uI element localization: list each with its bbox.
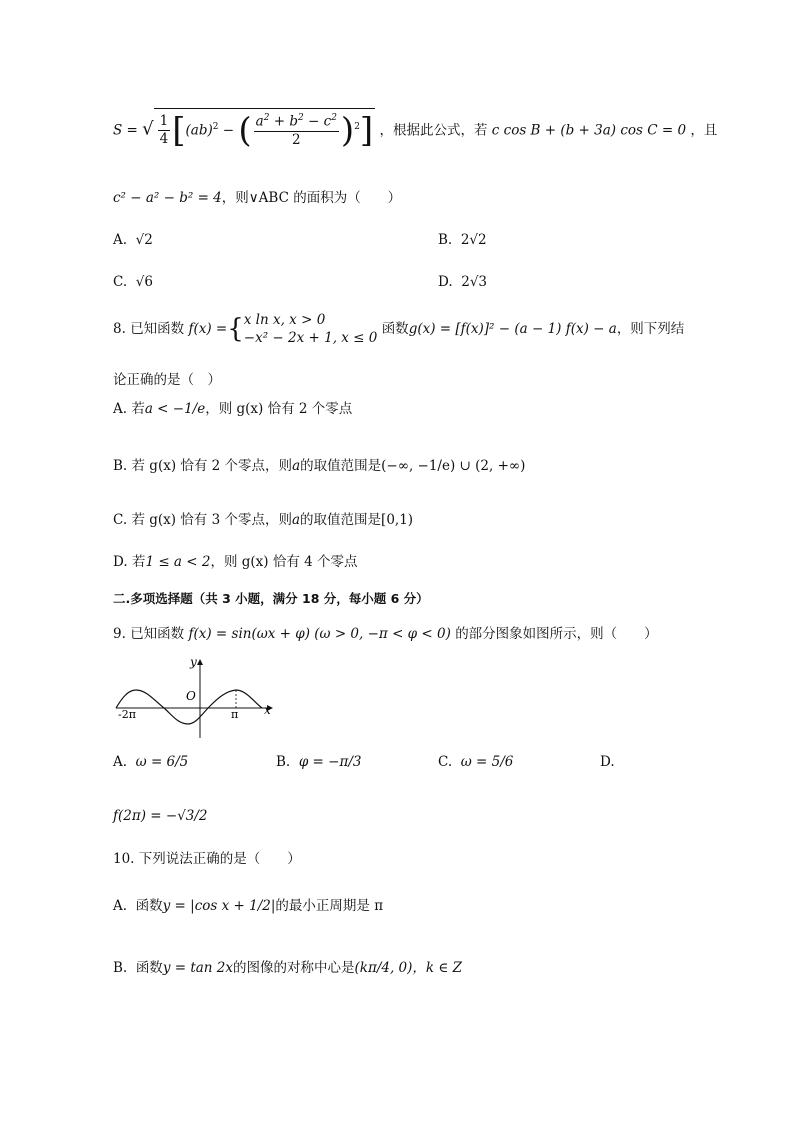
option-post: ，则 g(x) 恰有 4 个零点 (210, 554, 358, 570)
q9-option-c[interactable] (438, 754, 513, 770)
q7-line2-eq: c² − a² − b² = 4 (113, 190, 222, 206)
q8-option-b[interactable] (113, 460, 525, 474)
q10-stem (113, 853, 301, 867)
option-label: A. (113, 898, 128, 914)
option-expr: y = |cos x + 1/2| (162, 898, 276, 914)
q9-option-a[interactable] (113, 754, 188, 770)
option-label: A. (113, 401, 128, 417)
q9-option-d-label[interactable]: D. (600, 754, 615, 770)
option-value: 2√3 (461, 274, 488, 290)
q8-option-d[interactable] (113, 556, 358, 570)
q8-stem-line1: 8. 已知函数 f(x) ={ x ln x, x > 0 −x² − 2x + 1, x ≤ 0 函数g(x) = [f(x)]² − (a − 1) f(x) − a，则下列结 (113, 312, 685, 346)
q7-option-c[interactable] (113, 276, 153, 290)
option-post: 的取值范围是 (300, 458, 382, 474)
q8-case1: x ln x, x > 0 (243, 312, 326, 328)
option-expr: y = tan 2x (162, 960, 233, 976)
section-heading: 二.多项选择题（共 3 小题，满分 18 分，每小题 6 分） (113, 591, 429, 606)
option-range: (−∞, −1/e) ∪ (2, +∞) (381, 458, 526, 474)
q7-condition: c cos B + (b + 3a) cos C = 0 (491, 122, 687, 139)
option-pre: 若 g(x) 恰有 3 个零点，则 (131, 512, 292, 528)
option-post: 的最小正周期是 π (275, 898, 384, 914)
q8-stem-line2 (113, 374, 221, 388)
q7-option-b[interactable] (438, 234, 487, 248)
tick-right-label: π (231, 708, 239, 721)
option-var: a (291, 512, 301, 528)
option-value: √6 (135, 274, 153, 290)
q8-f-lhs: f(x) = (188, 321, 228, 338)
q9-stem (113, 628, 658, 642)
x-axis-label: x (264, 703, 271, 717)
option-value: φ = −π/3 (298, 754, 362, 770)
option-label: B. (276, 754, 291, 770)
option-var: a (292, 458, 301, 474)
option-value: f(2π) = −√3/2 (113, 808, 208, 824)
option-pre: 函数 (135, 960, 163, 976)
q7-option-a[interactable] (113, 234, 153, 248)
option-label: B. (113, 960, 128, 976)
q9-func: f(x) = sin(ωx + φ) (ω > 0, −π < φ < 0) (188, 626, 451, 642)
q8-intro: 已知函数 (130, 321, 185, 338)
option-range: [0,1) (381, 512, 414, 528)
option-label: D. (113, 554, 128, 570)
q9-graph (112, 652, 282, 742)
option-label: D. (438, 274, 453, 290)
question-number: 8. (113, 321, 126, 338)
q7-line2 (113, 192, 401, 206)
q10-intro: 下列说法正确的是（ ） (138, 851, 301, 867)
q8-g-text: 函数 (381, 321, 409, 338)
q9-intro: 已知函数 (130, 626, 185, 642)
y-axis-label: y (190, 655, 197, 669)
option-value: 2√2 (460, 232, 487, 248)
q9-option-b[interactable] (276, 754, 361, 770)
option-pre: 若 g(x) 恰有 2 个零点，则 (131, 458, 293, 474)
q10-option-b[interactable] (113, 962, 462, 976)
option-label: C. (438, 754, 453, 770)
question-number: 9. (113, 626, 126, 642)
option-label: C. (113, 274, 128, 290)
q8-option-a[interactable] (113, 403, 352, 417)
q8-g-def: g(x) = [f(x)]² − (a − 1) f(x) − a (408, 321, 617, 338)
option-post: 的取值范围是 (300, 512, 382, 528)
q7-formula-tail: ，根据此公式，若 (379, 122, 488, 139)
q8-case2: −x² − 2x + 1, x ≤ 0 (243, 329, 378, 346)
option-pre: 若 (131, 401, 145, 417)
q7-formula-line: S = √ $\frac{1}{4}$ [(ab)$^2$ − ( $\frac{a^2 + b^2 - c^2}{2}$ )$^2$] ，根据此公式，若 c cos B + (b + 3a) cos C = 0 ，且 (113, 108, 717, 149)
q9-option-d-value (113, 808, 208, 824)
option-value: ω = 5/6 (460, 754, 514, 770)
option-value: √2 (135, 232, 153, 248)
q7-and: ，且 (690, 122, 718, 139)
option-label: A. (113, 232, 128, 248)
q7-line2-text: ，则∨ABC 的面积为（ ） (221, 190, 402, 206)
origin-label: O (186, 689, 196, 703)
q7-formula-lhs: S = (113, 122, 138, 139)
option-cond: a < −1/e (144, 401, 206, 417)
question-number: 10. (113, 851, 135, 867)
q9-tail: 的部分图象如图所示，则（ ） (455, 626, 658, 642)
option-center: (kπ/4, 0)，k ∈ Z (354, 960, 463, 976)
tick-left-label: -2π (118, 708, 136, 721)
q8-tail2: 论正确的是（ ） (113, 372, 221, 388)
q8-tail1: ，则下列结 (616, 321, 685, 338)
option-cond: 1 ≤ a < 2 (145, 554, 211, 570)
option-label: A. (113, 754, 128, 770)
option-post: ，则 g(x) 恰有 2 个零点 (205, 401, 353, 417)
option-label: B. (113, 458, 128, 474)
q10-option-a[interactable] (113, 900, 383, 914)
option-label: C. (113, 512, 128, 528)
q8-cases (244, 312, 378, 347)
q8-option-c[interactable] (113, 514, 413, 528)
option-post: 的图像的对称中心是 (233, 960, 355, 976)
option-pre: 函数 (135, 898, 163, 914)
q7-option-d[interactable] (438, 276, 487, 290)
option-value: ω = 6/5 (135, 754, 189, 770)
option-label: B. (438, 232, 453, 248)
option-pre: 若 (131, 554, 146, 570)
